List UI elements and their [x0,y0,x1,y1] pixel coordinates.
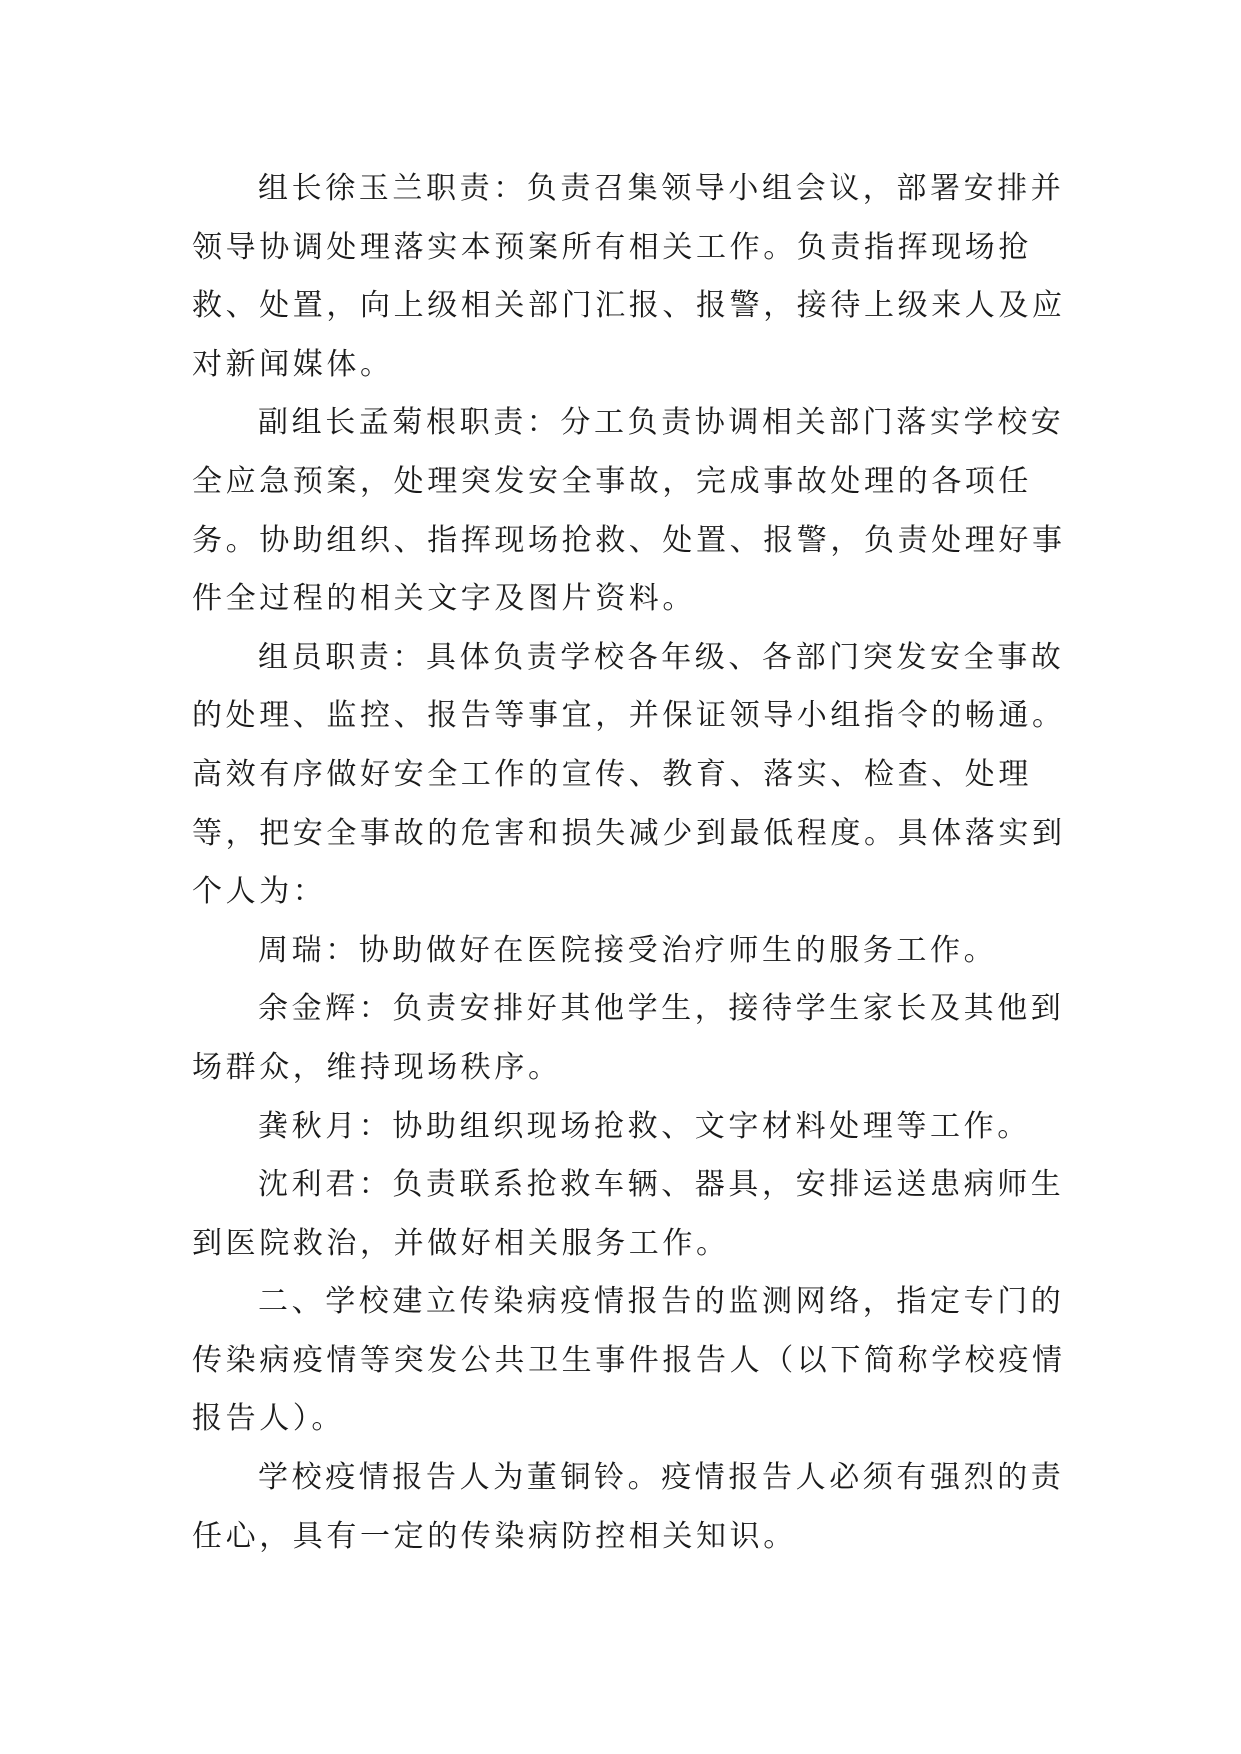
paragraph-member-duties: 组员职责：具体负责学校各年级、各部门突发安全事故的处理、监控、报告等事宜，并保证领导小组指令的畅通。高效有序做好安全工作的宣传、教育、落实、检查、处理等，把安全事故的危害和损失减少到最低程度。具体落实到个人为： [192,639,1066,910]
paragraph-epidemic-reporter: 学校疫情报告人为董铜铃。疫情报告人必须有强烈的责任心，具有一定的传染病防控相关知识。 [192,1460,1065,1554]
paragraph-deputy-leader-duties: 副组长孟菊根职责：分工负责协调相关部门落实学校安全应急预案，处理突发安全事故，完成事故处理的各项任务。协助组织、指挥现场抢救、处置、报警，负责处理好事件全过程的相关文字及图片资料。 [192,405,1066,617]
paragraph-zhou-rui: 周瑞：协助做好在医院接受治疗师生的服务工作。 [258,932,998,968]
paragraph-section-two: 二、学校建立传染病疫情报告的监测网络，指定专门的传染病疫情等突发公共卫生事件报告人（以下简称学校疫情报告人）。 [192,1284,1066,1437]
paragraph-gong-qiuyue: 龚秋月：协助组织现场抢救、文字材料处理等工作。 [258,1108,1031,1144]
paragraph-yu-jinhui: 余金辉：负责安排好其他学生，接待学生家长及其他到场群众，维持现场秩序。 [192,991,1065,1085]
document-body [192,160,1092,1566]
paragraph-leader-duties: 组长徐玉兰职责：负责召集领导小组会议，部署安排并领导协调处理落实本预案所有相关工作。负责指挥现场抢救、处置，向上级相关部门汇报、报警，接待上级来人及应对新闻媒体。 [192,171,1066,382]
paragraph-shen-lijun: 沈利君：负责联系抢救车辆、器具，安排运送患病师生到医院救治，并做好相关服务工作。 [192,1167,1065,1261]
